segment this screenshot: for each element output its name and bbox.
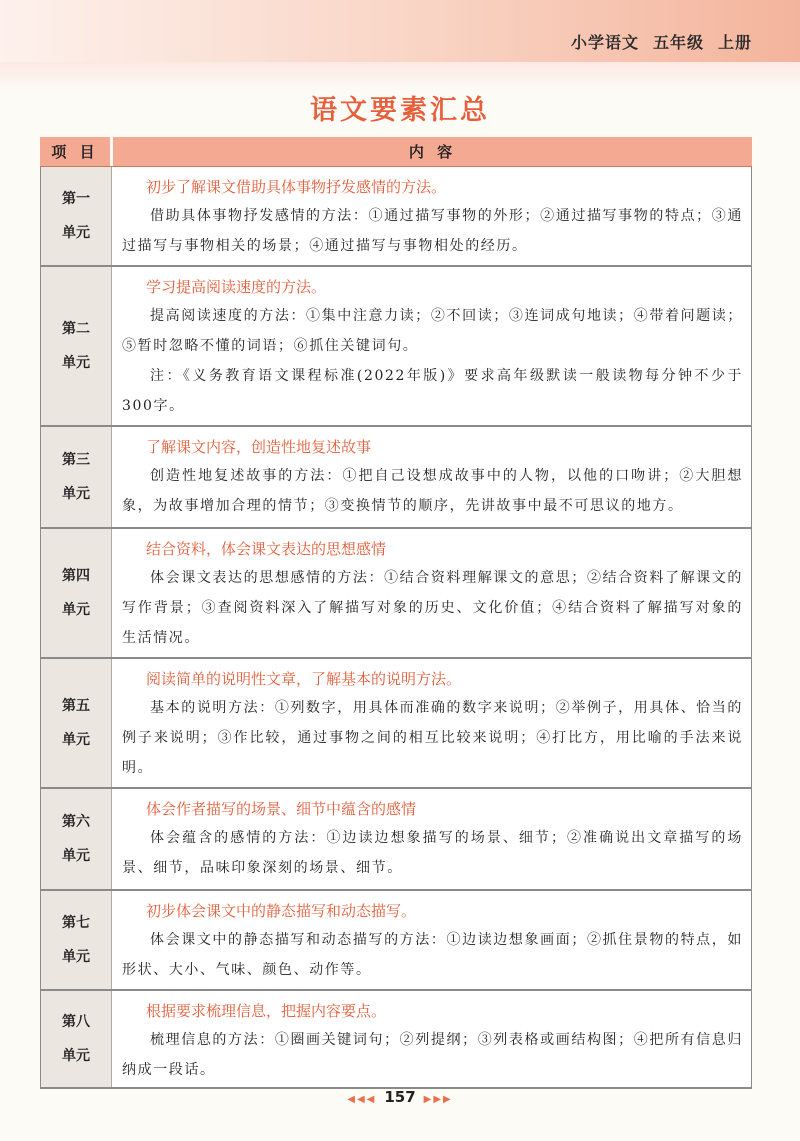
content-cell (112, 427, 751, 527)
method-text: 借助具体事物抒发感情的方法：①通过描写事物的外形；②通过描写事物的特点；③通过描写与事物相关的场景；④通过描写与事物相处的经历。 (122, 208, 743, 254)
content-cell (112, 167, 751, 265)
table-row (40, 659, 752, 789)
method-text: 体会课文中的静态描写和动态描写的方法：①边读边想象画面；②抓住景物的特点，如形状、大小、气味、颜色、动作等。 (122, 932, 743, 978)
element-heading: 初步了解课文借助具体事物抒发感情的方法。 (146, 178, 447, 196)
content-cell (112, 891, 751, 989)
book-subject: 小学语文 (570, 33, 639, 52)
unit-label-word: 单元 (62, 848, 90, 864)
method-text: 梳理信息的方法：①圈画关键词句；②列提纲；③列表格或画结构图；④把所有信息归纳成一段话。 (122, 1032, 743, 1078)
method-text: 提高阅读速度的方法：①集中注意力读；②不回读；③连词成句地读；④带着问题读；⑤暂时忽略不懂的词语；⑥抓住关键词句。 (122, 308, 743, 354)
element-heading: 阅读简单的说明性文章，了解基本的说明方法。 (146, 670, 462, 688)
unit-cell (41, 529, 112, 657)
unit-label-number: 第八 (62, 1014, 90, 1030)
table-row (40, 891, 752, 991)
unit-label-word: 单元 (62, 602, 90, 618)
summary-table (40, 137, 752, 1089)
book-grade: 五年级 (652, 33, 704, 52)
unit-label-word: 单元 (62, 486, 90, 502)
table-row (40, 167, 752, 267)
unit-label-number: 第六 (62, 814, 90, 830)
unit-label-word: 单元 (62, 355, 90, 371)
unit-label-word: 单元 (62, 1048, 90, 1064)
unit-cell (41, 427, 112, 527)
element-heading: 根据要求梳理信息，把握内容要点。 (146, 1002, 387, 1020)
content-cell (112, 659, 751, 787)
unit-cell (41, 891, 112, 989)
content-cell (112, 991, 751, 1087)
right-arrows-icon: ▶▶▶ (423, 1094, 453, 1105)
table-row (40, 427, 752, 529)
unit-label-number: 第二 (62, 321, 90, 337)
unit-label-number: 第五 (62, 698, 90, 714)
note-text: 注：《义务教育语文课程标准(2022年版)》要求高年级默读一般读物每分钟不少于300字。 (122, 368, 743, 414)
page-number: 157 (384, 1088, 416, 1106)
element-heading: 初步体会课文中的静态描写和动态描写。 (146, 902, 417, 920)
table-row (40, 529, 752, 659)
left-arrows-icon: ◀◀◀ (347, 1094, 377, 1105)
unit-cell (41, 991, 112, 1087)
unit-cell (41, 659, 112, 787)
element-heading: 体会作者描写的场景、细节中蕴含的感情 (146, 800, 417, 818)
method-text: 体会蕴含的感情的方法：①边读边想象描写的场景、细节；②准确说出文章描写的场景、细节，品味印象深刻的场景、细节。 (122, 830, 743, 876)
unit-label-number: 第一 (62, 191, 90, 207)
page-footer (0, 1088, 800, 1106)
page-title: 语文要素汇总 (310, 95, 490, 126)
unit-label-word: 单元 (62, 225, 90, 241)
unit-label-number: 第四 (62, 568, 90, 584)
method-text: 创造性地复述故事的方法：①把自己设想成故事中的人物，以他的口吻讲；②大胆想象，为故事增加合理的情节；③变换情节的顺序，先讲故事中最不可思议的地方。 (122, 468, 743, 514)
unit-label-word: 单元 (62, 949, 90, 965)
method-text: 基本的说明方法：①列数字，用具体而准确的数字来说明；②举例子，用具体、恰当的例子来说明；③作比较，通过事物之间的相互比较来说明；④打比方，用比喻的手法来说明。 (122, 700, 743, 776)
table-row (40, 991, 752, 1089)
table-row (40, 789, 752, 891)
column-header-content: 内 容 (110, 137, 752, 166)
unit-label-number: 第七 (62, 915, 90, 931)
method-text: 体会课文表达的思想感情的方法：①结合资料理解课文的意思；②结合资料了解课文的写作背景；③查阅资料深入了解描写对象的历史、文化价值；④结合资料了解描写对象的生活情况。 (122, 570, 743, 646)
book-label (557, 30, 752, 53)
element-heading: 结合资料，体会课文表达的思想感情 (146, 540, 387, 558)
book-volume: 上册 (717, 33, 752, 52)
column-header-item: 项 目 (51, 143, 99, 161)
table-header (40, 137, 752, 167)
content-cell (112, 267, 751, 425)
unit-cell (41, 789, 112, 889)
element-heading: 了解课文内容，创造性地复述故事 (146, 438, 372, 456)
unit-label-number: 第三 (62, 452, 90, 468)
content-cell (112, 529, 751, 657)
unit-cell (41, 267, 112, 425)
element-heading: 学习提高阅读速度的方法。 (146, 278, 327, 296)
table-row (40, 267, 752, 427)
content-cell (112, 789, 751, 889)
unit-cell (41, 167, 112, 265)
unit-label-word: 单元 (62, 732, 90, 748)
